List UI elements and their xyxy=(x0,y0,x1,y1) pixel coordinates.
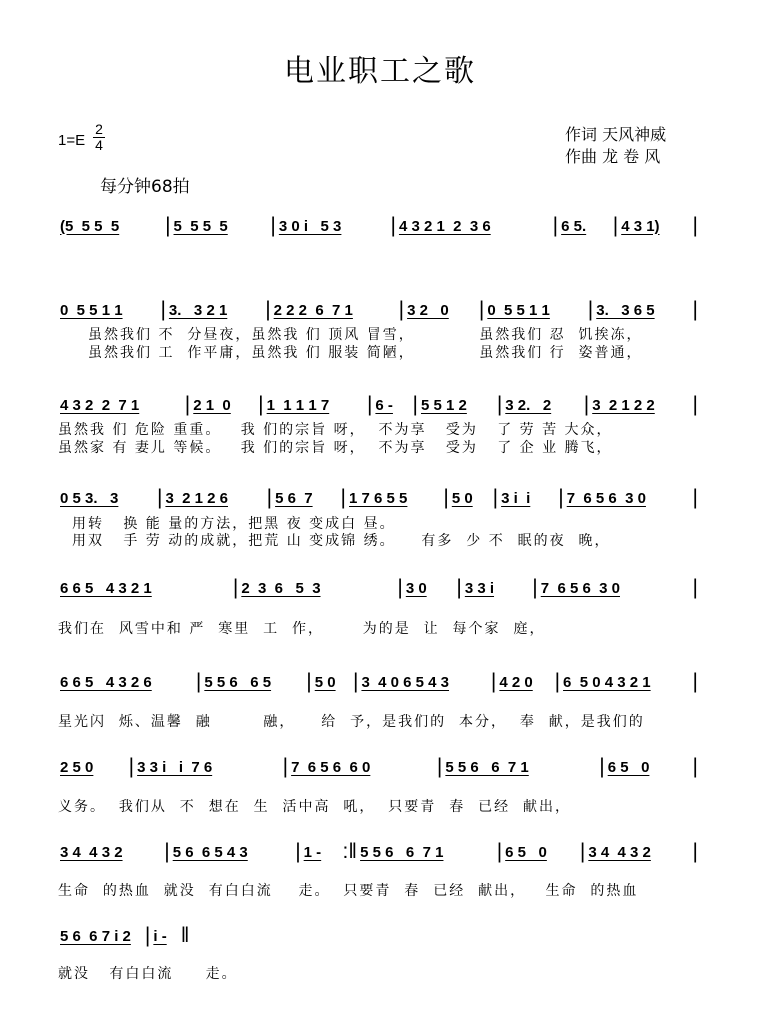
time-signature xyxy=(93,122,105,153)
measure-notes: 3 4 4 3 2 xyxy=(60,843,123,861)
measure xyxy=(276,215,396,237)
barline: | xyxy=(612,214,619,237)
barline: | xyxy=(128,755,135,778)
measure xyxy=(57,925,150,947)
measure-notes: 5 0 xyxy=(314,673,336,691)
measure-notes: 6 6 5 4 3 2 6 xyxy=(60,673,152,691)
measure-notes: 5 6 7 xyxy=(275,489,313,507)
lyric-line: 虽然我 们 危险 重重。 我 们的宗旨 呀， 不为享 受为 了 劳 苦 大众， xyxy=(58,422,613,438)
measure xyxy=(271,299,404,321)
barline: | xyxy=(306,670,312,693)
measure-notes: 3 2 0 xyxy=(407,301,449,319)
song-title: 电业职工之歌 xyxy=(284,54,476,89)
time-signature-bottom: 4 xyxy=(95,137,103,153)
measure xyxy=(442,756,604,778)
measure xyxy=(264,394,373,416)
notation-system xyxy=(57,840,698,864)
measure-notes: 5 0 xyxy=(451,489,473,507)
time-signature-top: 2 xyxy=(93,122,105,138)
measure-notes: 5 5 6 6 5 xyxy=(204,673,272,691)
lyric-line: 我们在 风雪中和 严 寒里 工 作， 为的是 让 每个家 庭， xyxy=(58,621,546,637)
lyric-line: 用双 手 劳 动的成就，把荒 山 变成锦 绣。 有多 少 不 眠的夜 晚， xyxy=(72,533,611,549)
measure-notes: 0 5 3. 3 xyxy=(60,489,119,507)
barline: | xyxy=(295,840,301,863)
barline: | xyxy=(164,840,170,863)
measure xyxy=(166,299,271,321)
measure-notes: 6 5 0 xyxy=(607,758,650,776)
barline: | xyxy=(692,576,698,599)
measure xyxy=(57,215,171,237)
measure xyxy=(496,671,560,693)
measure-notes: 0 5 5 1 1 xyxy=(487,301,550,319)
measure-notes: 1 - xyxy=(303,843,322,861)
barline: | xyxy=(456,576,462,599)
measure-notes: 2 2 2 6 7 1 xyxy=(273,301,353,319)
measure-notes: 6 - xyxy=(375,396,393,414)
barline: | xyxy=(270,214,276,237)
lyric-line: 用转 换 能 量的方法，把黑 夜 变成白 昼。 xyxy=(72,516,396,532)
measure-notes: 3. 3 2 1 xyxy=(168,301,228,319)
barline: | xyxy=(579,840,586,863)
lyric-line: 虽然我们 工 作平庸，虽然我 们 服装 简陋， 虽然我们 行 姿普通， xyxy=(88,345,643,361)
barline: | xyxy=(587,298,594,321)
measure xyxy=(57,671,201,693)
barline: | xyxy=(443,486,449,509)
barline: | xyxy=(258,393,264,416)
notation-system xyxy=(57,576,698,600)
key-signature: 1=E xyxy=(58,132,86,149)
measure xyxy=(288,756,442,778)
measure xyxy=(170,841,301,863)
measure-notes: 6 5 0 4 3 2 1 xyxy=(563,673,651,691)
barline: | xyxy=(282,755,289,778)
barline: | xyxy=(397,576,403,599)
barline: | xyxy=(184,393,191,416)
measure-notes: 7 6 5 6 3 0 xyxy=(566,489,646,507)
measure xyxy=(605,756,698,778)
measure xyxy=(498,487,564,509)
measure-notes: 3. 3 6 5 xyxy=(596,301,655,319)
barline: | xyxy=(692,670,698,693)
measure xyxy=(396,215,558,237)
measure xyxy=(403,577,462,599)
lyricist-credit: 作词 天风神威 xyxy=(565,125,667,144)
barline: | xyxy=(558,486,564,509)
measure xyxy=(190,394,263,416)
measure xyxy=(502,841,585,863)
measure-notes: 3 0 i 5 3 xyxy=(278,217,342,235)
measure xyxy=(150,925,189,947)
measure xyxy=(358,671,496,693)
measure-notes: 1 1 1 1 7 xyxy=(266,396,330,414)
barline: ‖ xyxy=(180,924,190,947)
measure-notes: 3 4 4 3 2 xyxy=(588,843,651,861)
measure-notes: 5 6 6 5 4 3 xyxy=(172,843,248,861)
barline: | xyxy=(390,214,396,237)
measure-notes: 2 3 6 5 3 xyxy=(241,579,321,597)
measure xyxy=(171,215,276,237)
measure xyxy=(57,394,190,416)
measure xyxy=(502,394,589,416)
measure xyxy=(484,299,593,321)
measure-notes: (5 5 5 5 xyxy=(60,217,120,235)
measure-notes: 3 i i xyxy=(501,489,531,507)
barline: | xyxy=(492,486,499,509)
measure-notes: 3 2 1 2 6 xyxy=(165,489,228,507)
lyric-line: 虽然家 有 妻儿 等候。 我 们的宗旨 呀， 不为享 受为 了 企 业 腾飞， xyxy=(58,440,613,456)
barline: | xyxy=(266,486,273,509)
measure-notes: 4 3 2 2 7 1 xyxy=(60,396,140,414)
lyric-line: 星光闪 烁、温馨 融 融， 给 予，是我们的 本分， 奉 献，是我们的 xyxy=(58,714,645,730)
measure xyxy=(404,299,484,321)
barline: | xyxy=(692,486,698,509)
measure xyxy=(57,487,162,509)
tempo-marking: 每分钟68拍 xyxy=(100,177,190,197)
barline: | xyxy=(496,393,503,416)
measure-notes: 2 5 0 xyxy=(60,758,94,776)
notation-system xyxy=(57,755,698,779)
barline: | xyxy=(692,393,698,416)
barline: | xyxy=(352,670,359,693)
measure-notes: 3 2. 2 xyxy=(505,396,552,414)
measure xyxy=(238,577,403,599)
notation-system xyxy=(57,393,698,417)
measure-notes: 5 5 5 5 xyxy=(173,217,228,235)
measure-notes: 3 4 0 6 5 4 3 xyxy=(361,673,450,691)
lyric-line: 义务。 我们从 不 想在 生 活中高 吼， 只要青 春 已经 献出， xyxy=(58,799,572,815)
composer-credit: 作曲 龙 卷 风 xyxy=(565,147,661,166)
barline: | xyxy=(554,670,561,693)
measure xyxy=(57,299,166,321)
barline: | xyxy=(496,840,503,863)
measure-notes: 6 5 0 xyxy=(505,843,547,861)
barline: | xyxy=(165,214,171,237)
measure xyxy=(538,577,698,599)
measure-notes: 6 5. xyxy=(561,217,587,235)
measure-notes: 2 1 0 xyxy=(193,396,231,414)
barline: | xyxy=(583,393,590,416)
measure-notes: 3 0 xyxy=(405,579,427,597)
measure-notes: 0 5 5 1 1 xyxy=(60,301,123,319)
measure-notes: 3 3 i i 7 6 xyxy=(137,758,213,776)
barline: | xyxy=(599,755,605,778)
measure xyxy=(301,841,357,863)
measure-notes: 1 7 6 5 5 xyxy=(349,489,408,507)
measure xyxy=(57,577,238,599)
measure xyxy=(134,756,288,778)
measure-notes: 4 3 2 1 2 3 6 xyxy=(398,217,491,235)
barline: | xyxy=(156,486,163,509)
lyric-line: 就没 有白白流 走。 xyxy=(58,966,238,982)
measure xyxy=(589,394,698,416)
measure xyxy=(462,577,538,599)
barline: | xyxy=(144,924,151,947)
barline: | xyxy=(478,298,485,321)
barline: | xyxy=(340,486,347,509)
barline: | xyxy=(265,298,271,321)
barline: | xyxy=(436,755,443,778)
measure xyxy=(558,215,618,237)
measure-notes: 5 5 1 2 xyxy=(420,396,467,414)
barline: | xyxy=(692,298,698,321)
notation-system xyxy=(57,670,698,694)
measure xyxy=(346,487,449,509)
measure xyxy=(593,299,698,321)
measure xyxy=(585,841,698,863)
barline: | xyxy=(532,576,538,599)
measure-notes: 5 5 6 6 7 1 xyxy=(360,843,444,861)
notation-system xyxy=(57,298,698,322)
measure-notes: 6 6 5 4 3 2 1 xyxy=(60,579,152,597)
lyric-line: 生命 的热血 就没 有白白流 走。 只要青 春 已经 献出， 生命 的热血 xyxy=(58,883,639,899)
measure-notes: 7 6 5 6 3 0 xyxy=(540,579,620,597)
barline: | xyxy=(552,214,559,237)
notation-system xyxy=(57,486,698,510)
barline: :‖ xyxy=(342,840,358,863)
measure xyxy=(418,394,502,416)
barline: | xyxy=(490,670,497,693)
barline: | xyxy=(692,755,698,778)
notation-system xyxy=(57,214,698,238)
barline: | xyxy=(398,298,405,321)
measure-notes: 5 6 6 7 i 2 xyxy=(60,927,131,945)
barline: | xyxy=(412,393,418,416)
barline: | xyxy=(232,576,239,599)
notation-system xyxy=(57,924,189,948)
measure xyxy=(57,756,134,778)
barline: | xyxy=(160,298,166,321)
measure xyxy=(162,487,272,509)
measure-notes: 3 2 1 2 2 xyxy=(592,396,655,414)
measure xyxy=(449,487,498,509)
measure-notes: 7 6 5 6 6 0 xyxy=(291,758,371,776)
credits xyxy=(565,124,666,168)
measure xyxy=(372,394,418,416)
barline: | xyxy=(366,393,373,416)
measure xyxy=(201,671,311,693)
barline: | xyxy=(692,214,698,237)
measure xyxy=(312,671,359,693)
barline: | xyxy=(195,670,202,693)
measure xyxy=(357,841,502,863)
measure xyxy=(560,671,698,693)
lyric-line: 虽然我们 不 分昼夜，虽然我 们 顶风 冒雪， 虽然我们 忍 饥挨冻， xyxy=(88,327,643,343)
measure xyxy=(564,487,698,509)
measure-notes: 3 3 i xyxy=(464,579,495,597)
measure-notes: i - xyxy=(153,927,167,945)
measure xyxy=(57,841,170,863)
barline: | xyxy=(692,840,698,863)
measure xyxy=(618,215,698,237)
measure xyxy=(272,487,346,509)
measure-notes: 5 5 6 6 7 1 xyxy=(445,758,529,776)
measure-notes: 4 2 0 xyxy=(499,673,533,691)
measure-notes: 4 3 1) xyxy=(621,217,660,235)
